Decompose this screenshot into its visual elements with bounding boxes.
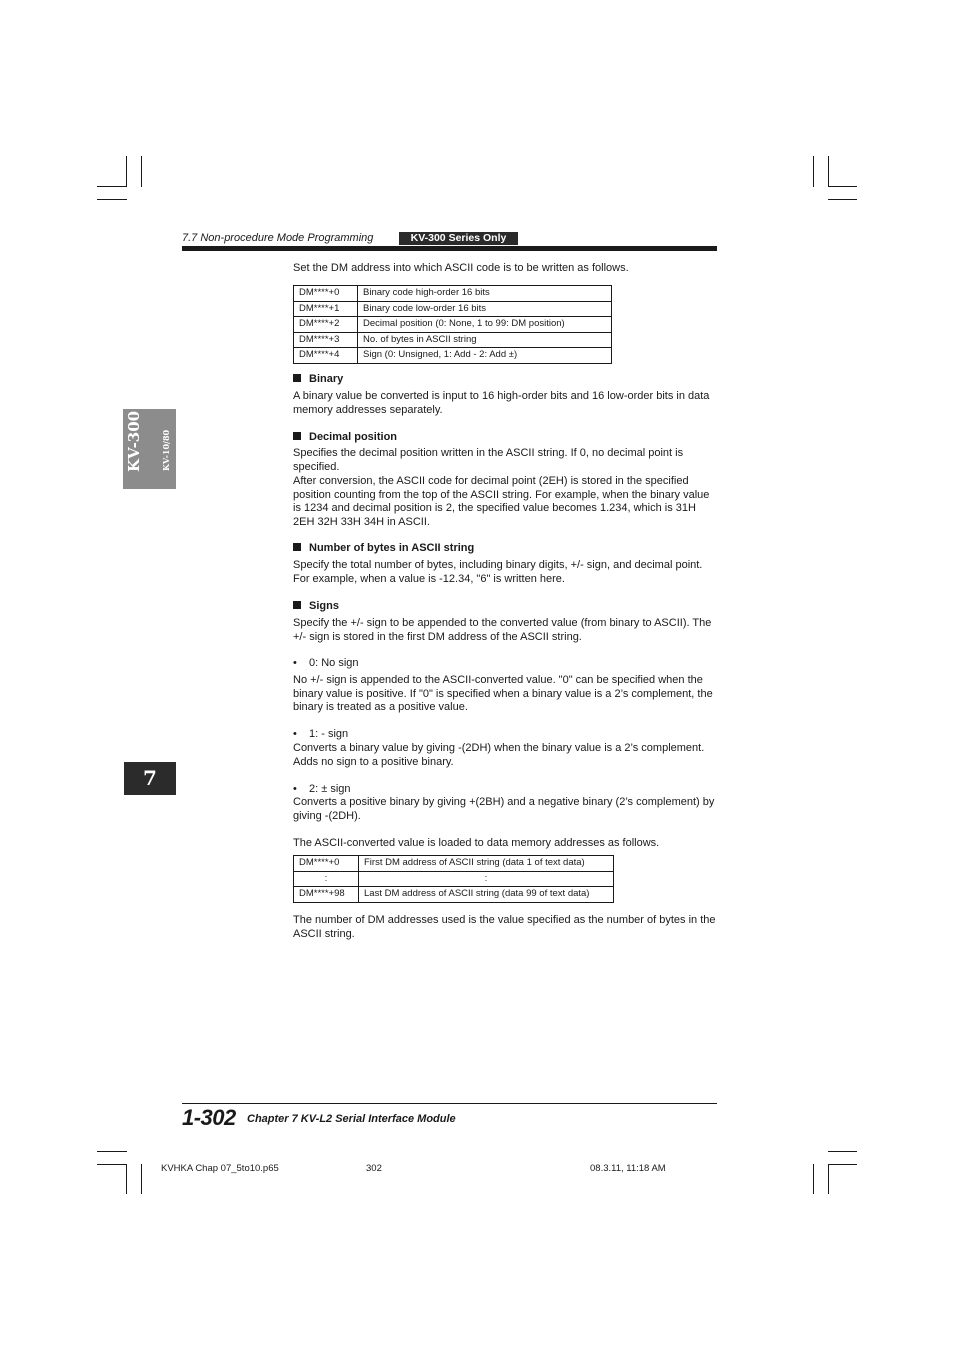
chapter-tab: 7 — [124, 762, 176, 795]
crop-mark — [97, 186, 127, 187]
table-row: DM****+98 Last DM address of ASCII string (data 99 of text data) — [294, 887, 614, 903]
crop-mark — [828, 199, 857, 200]
intro-text: Set the DM address into which ASCII code is to be written as follows. — [293, 262, 629, 274]
signs-text: Specify the +/- sign to be appended to the converted value (from binary to ASCII). The +/- sign is stored in the first DM address of the ASCII string. — [293, 617, 712, 643]
square-bullet-icon — [293, 543, 301, 551]
crop-mark — [828, 1164, 829, 1194]
crop-mark — [828, 1164, 857, 1165]
loaded-text: The ASCII-converted value is loaded to data memory addresses as follows. — [293, 837, 660, 849]
side-tab-kv300 — [123, 409, 176, 489]
crop-mark — [828, 156, 829, 187]
header-rule — [182, 246, 717, 251]
side-tab-sub-label: KV-10/80 — [161, 429, 171, 471]
table-row: DM****+1 Binary code low-order 16 bits — [294, 301, 612, 317]
closing-text: The number of DM addresses used is the value specified as the number of bytes in the ASCII string. — [293, 914, 716, 940]
crop-mark — [828, 1151, 857, 1152]
crop-mark — [141, 1164, 142, 1194]
chapter-label: Chapter 7 KV-L2 Serial Interface Module — [247, 1113, 456, 1125]
sign-2-text: Converts a positive binary by giving +(2BH) and a negative binary (2’s complement) by giving -(2DH). — [293, 796, 715, 822]
bytes-text: Specify the total number of bytes, including binary digits, +/- sign, and decimal point. For example, when a value is -12.34, "6" is written here. — [293, 559, 703, 585]
table-row: DM****+2 Decimal position (0: None, 1 to 99: DM position) — [294, 317, 612, 333]
list-item: • 0: No sign — [293, 657, 359, 669]
list-item: • 1: - sign — [293, 728, 349, 740]
binary-heading: Binary — [293, 373, 343, 385]
crop-mark — [813, 156, 814, 187]
slug-file: KVHKA Chap 07_5to10.p65 — [161, 1163, 279, 1174]
table-row: : : — [294, 871, 614, 887]
crop-mark — [141, 156, 142, 187]
sign-0-text: No +/- sign is appended to the ASCII-converted value. "0" can be specified when the binary value is positive. If "0" is specified when a binary value is a 2’s complement, the binary is treated as a positive value. — [293, 674, 713, 714]
dm-layout-table — [293, 285, 612, 364]
slug-page: 302 — [366, 1163, 382, 1174]
square-bullet-icon — [293, 374, 301, 382]
series-badge: KV-300 Series Only — [399, 232, 518, 245]
section-title: 7.7 Non-procedure Mode Programming — [182, 232, 374, 244]
footer-rule — [182, 1103, 717, 1104]
decimal-text-1: Specifies the decimal position written in the ASCII string. If 0, no decimal point is specified. — [293, 447, 684, 473]
page-number: 1-302 — [182, 1105, 236, 1130]
side-tab-main-label: KV-300 — [125, 410, 143, 472]
bytes-heading: Number of bytes in ASCII string — [293, 542, 474, 554]
crop-mark — [813, 1164, 814, 1194]
square-bullet-icon — [293, 601, 301, 609]
decimal-text-2: After conversion, the ASCII code for decimal point (2EH) is stored in the specified position counting from the top of the ASCII string. For example, when the binary value is 1234 and decimal position is 2, the specified value becomes 1.234, which is 31H 2EH 32H 33H 34H in ASCII. — [293, 475, 710, 528]
crop-mark — [828, 186, 857, 187]
square-bullet-icon — [293, 432, 301, 440]
crop-mark — [126, 156, 127, 187]
crop-mark — [97, 1151, 127, 1152]
crop-mark — [97, 1164, 127, 1165]
table-row: DM****+0 First DM address of ASCII string (data 1 of text data) — [294, 856, 614, 872]
crop-mark — [126, 1164, 127, 1194]
table-row: DM****+3 No. of bytes in ASCII string — [294, 332, 612, 348]
table-row: DM****+4 Sign (0: Unsigned, 1: Add - 2: Add ±) — [294, 348, 612, 364]
crop-mark — [97, 199, 127, 200]
ascii-address-table — [293, 855, 614, 903]
list-item: • 2: ± sign — [293, 783, 351, 795]
decimal-heading: Decimal position — [293, 431, 397, 443]
table-row: DM****+0 Binary code high-order 16 bits — [294, 286, 612, 302]
slug-timestamp: 08.3.11, 11:18 AM — [590, 1163, 666, 1174]
binary-text: A binary value be converted is input to 16 high-order bits and 16 low-order bits in data memory addresses separately. — [293, 390, 710, 416]
sign-1-text: Converts a binary value by giving -(2DH) when the binary value is a 2’s complement. Adds no sign to a positive binary. — [293, 742, 705, 768]
signs-heading: Signs — [293, 600, 339, 612]
